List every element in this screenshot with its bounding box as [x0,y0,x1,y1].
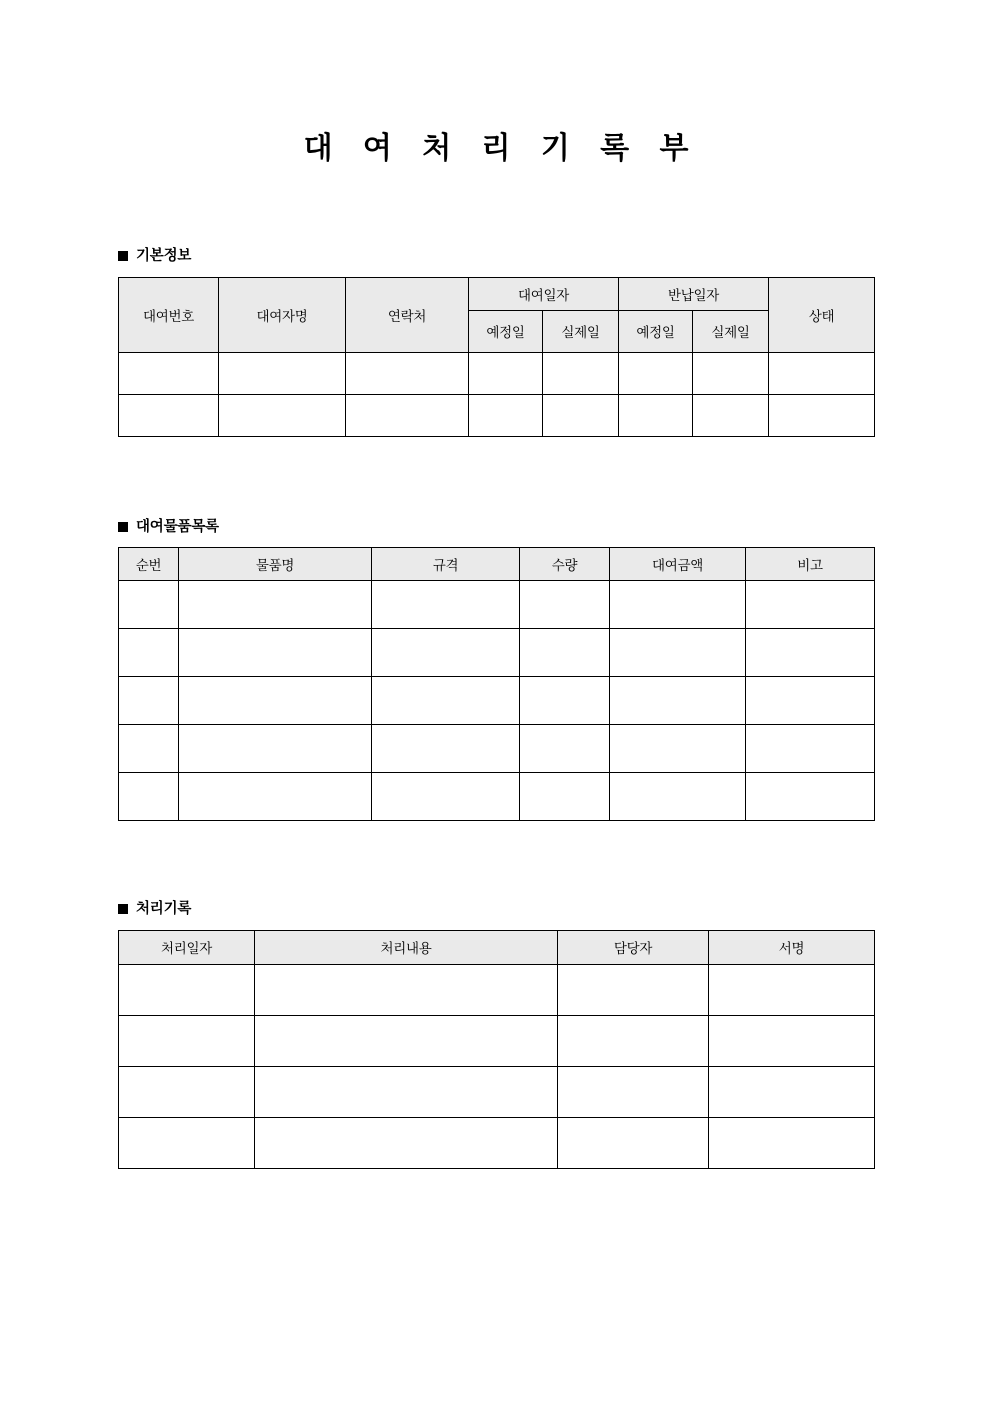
table-row [119,629,875,677]
cell-item-name[interactable] [179,629,372,677]
basic-info-table-body [119,352,875,436]
filled-square-icon [118,522,128,532]
cell-signature[interactable] [709,1066,875,1117]
cell-quantity[interactable] [520,677,610,725]
col-header-rental-scheduled-date: 예정일 [469,310,543,352]
cell-person-in-charge[interactable] [558,1066,709,1117]
cell-rental-number[interactable] [119,352,219,394]
cell-spec[interactable] [372,773,520,821]
cell-rental-amount[interactable] [610,677,746,725]
cell-seq[interactable] [119,773,179,821]
section-gap-2 [118,821,874,902]
section-heading-item-list [118,520,874,535]
section-gap-1 [118,437,874,520]
table-row [119,352,875,394]
col-header-status: 상태 [769,277,875,352]
table-row [119,394,875,436]
process-record-table-head [119,930,875,964]
cell-renter-name[interactable] [219,394,346,436]
table-header-row-group [119,277,875,310]
cell-person-in-charge[interactable] [558,1117,709,1168]
filled-square-icon [118,251,128,261]
section-item-list [118,520,874,822]
col-header-rental-number: 대여번호 [119,277,219,352]
cell-item-name[interactable] [179,773,372,821]
process-record-table [118,930,875,1169]
cell-quantity[interactable] [520,629,610,677]
table-row [119,964,875,1015]
section-process-record [118,902,874,1169]
col-header-return-scheduled-date: 예정일 [619,310,693,352]
col-header-rental-actual-date: 실제일 [543,310,619,352]
basic-info-table [118,277,875,437]
cell-person-in-charge[interactable] [558,964,709,1015]
cell-rental-scheduled-date[interactable] [469,394,543,436]
cell-return-actual-date[interactable] [693,394,769,436]
section-heading-label: 대여물품목록 [136,518,219,535]
section-heading-process-record [118,902,874,917]
page-title: 대 여 처 리 기 록 부 [303,132,700,165]
col-header-return-actual-date: 실제일 [693,310,769,352]
cell-quantity[interactable] [520,773,610,821]
cell-process-date[interactable] [119,1015,255,1066]
cell-signature[interactable] [709,964,875,1015]
col-header-spec: 규격 [372,548,520,581]
col-header-process-content: 처리내용 [255,930,558,964]
cell-rental-number[interactable] [119,394,219,436]
cell-process-date[interactable] [119,1066,255,1117]
cell-process-date[interactable] [119,964,255,1015]
col-header-remarks: 비고 [746,548,875,581]
cell-rental-actual-date[interactable] [543,352,619,394]
cell-return-scheduled-date[interactable] [619,352,693,394]
cell-spec[interactable] [372,725,520,773]
cell-item-name[interactable] [179,677,372,725]
cell-return-scheduled-date[interactable] [619,394,693,436]
col-header-process-date: 처리일자 [119,930,255,964]
section-basic-info [118,249,874,437]
cell-renter-name[interactable] [219,352,346,394]
col-header-quantity: 수량 [520,548,610,581]
table-row [119,1117,875,1168]
cell-spec[interactable] [372,677,520,725]
cell-spec[interactable] [372,581,520,629]
col-group-header-return-date: 반납일자 [619,277,769,310]
cell-rental-amount[interactable] [610,725,746,773]
cell-quantity[interactable] [520,725,610,773]
cell-remarks[interactable] [746,773,875,821]
cell-status[interactable] [769,352,875,394]
cell-contact[interactable] [346,394,469,436]
cell-item-name[interactable] [179,581,372,629]
item-list-table-body [119,581,875,821]
title-spacer [118,167,874,249]
col-header-rental-amount: 대여금액 [610,548,746,581]
cell-process-content[interactable] [255,1117,558,1168]
cell-remarks[interactable] [746,581,875,629]
col-header-contact: 연락처 [346,277,469,352]
cell-spec[interactable] [372,629,520,677]
cell-quantity[interactable] [520,581,610,629]
col-header-seq: 순번 [119,548,179,581]
section-heading-label: 처리기록 [136,901,192,917]
item-list-table [118,547,875,821]
cell-process-content[interactable] [255,964,558,1015]
process-record-table-body [119,964,875,1168]
cell-status[interactable] [769,394,875,436]
cell-signature[interactable] [709,1015,875,1066]
cell-remarks[interactable] [746,725,875,773]
cell-seq[interactable] [119,629,179,677]
table-header-row [119,930,875,964]
cell-rental-amount[interactable] [610,581,746,629]
item-list-table-head [119,548,875,581]
cell-process-content[interactable] [255,1066,558,1117]
cell-process-content[interactable] [255,1015,558,1066]
cell-rental-actual-date[interactable] [543,394,619,436]
col-header-renter-name: 대여자명 [219,277,346,352]
cell-seq[interactable] [119,581,179,629]
cell-signature[interactable] [709,1117,875,1168]
table-row [119,773,875,821]
filled-square-icon [118,904,128,914]
section-heading-label: 기본정보 [136,248,192,264]
col-header-signature: 서명 [709,930,875,964]
table-row [119,1066,875,1117]
cell-rental-amount[interactable] [610,629,746,677]
table-header-row [119,548,875,581]
section-heading-basic-info [118,249,874,264]
table-row [119,581,875,629]
cell-seq[interactable] [119,725,179,773]
cell-rental-amount[interactable] [610,773,746,821]
col-header-person-in-charge: 담당자 [558,930,709,964]
table-row [119,1015,875,1066]
cell-item-name[interactable] [179,725,372,773]
cell-seq[interactable] [119,677,179,725]
basic-info-table-head [119,277,875,352]
cell-process-date[interactable] [119,1117,255,1168]
table-row [119,725,875,773]
cell-remarks[interactable] [746,677,875,725]
col-group-header-rental-date: 대여일자 [469,277,619,310]
cell-return-actual-date[interactable] [693,352,769,394]
cell-rental-scheduled-date[interactable] [469,352,543,394]
cell-remarks[interactable] [746,629,875,677]
cell-contact[interactable] [346,352,469,394]
cell-person-in-charge[interactable] [558,1015,709,1066]
col-header-item-name: 물품명 [179,548,372,581]
table-row [119,677,875,725]
